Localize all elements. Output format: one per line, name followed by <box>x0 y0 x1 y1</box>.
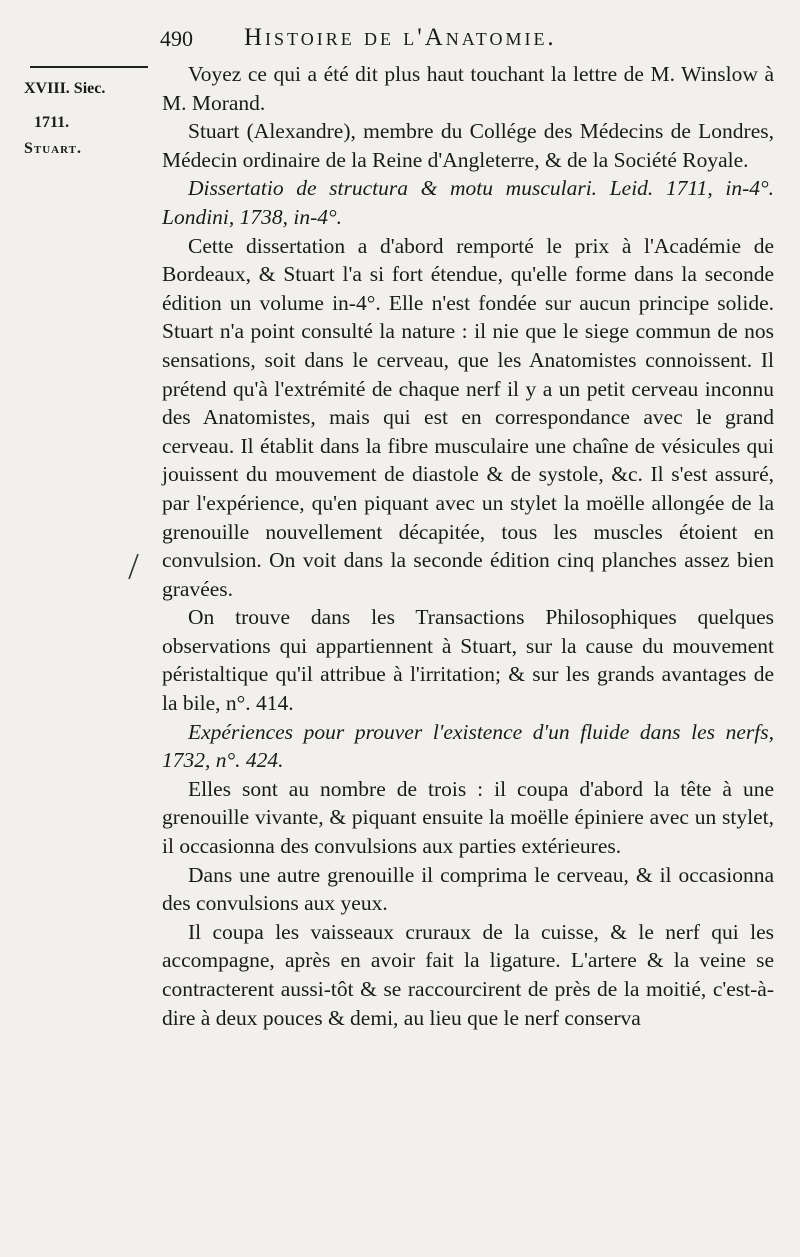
margin-rule <box>30 66 148 68</box>
paragraph: Stuart (Alexandre), membre du Collége des Médecins de Londres, Médecin ordinaire de la Reine d'Angleterre, & de la Société Royale. <box>162 119 774 172</box>
paragraph-book-title: Expériences pour prouver l'existence d'un fluide dans les nerfs, 1732, n°. 424. <box>162 719 774 773</box>
page-number: 490 <box>160 26 193 51</box>
margin-pencil-mark <box>124 552 144 582</box>
paragraph: Dans une autre grenouille il comprima le cerveau, & il occasionna des convulsions aux yeux. <box>162 862 774 916</box>
margin-year: 1711. <box>34 114 70 131</box>
paragraph: Elles sont au nombre de trois : il coupa d'abord la tête à une grenouille vivante, & piquant ensuite la moëlle épiniere avec un stylet, il occasionna des convulsions aux parties extérieures. <box>162 776 774 859</box>
running-header <box>160 22 790 58</box>
body-text <box>162 60 774 1032</box>
paragraph: On trouve dans les Transactions Philosophiques quelques observations qui appartiennent à Stuart, sur la cause du mouvement péristaltique qu'il attribue à l'irritation; & sur les grands avantages de la bile, n°. 414. <box>162 605 774 716</box>
paragraph-book-title: Dissertatio de structura & motu musculari. Leid. 1711, in-4°. Londini, 1738, in-4°. <box>162 176 774 229</box>
margin-notes <box>24 66 159 160</box>
paragraph: Cette dissertation a d'abord remporté le prix à l'Académie de Bordeaux, & Stuart l'a si fort étendue, qu'elle forme dans la seconde édition un volume in-4°. Elle n'est fondée sur aucun principe solide. Stuart n'a point consulté la nature : il nie que le siege commun de nos sensations, soit dans le cerveau, que les Anatomistes connoissent. Il prétend qu'à l'extrémité de chaque nerf il y a un petit cerveau inconnu des Anatomistes, mais qui est en correspondance avec le grand cerveau. Il établit dans la fibre musculaire une chaîne de vésicules qui jouissent du mouvement de diastole & de systole, &c. Il s'est assuré, par l'expérience, qu'en piquant avec un stylet la moëlle allongée de la grenouille nouvellement décapitée, tous les muscles étoient en convulsion. On voit dans la seconde édition cinq planches assez bien gravées. <box>162 233 774 601</box>
paragraph: Voyez ce qui a été dit plus haut touchant la lettre de M. Winslow à M. Morand. <box>162 62 774 115</box>
margin-century: XVIII. Siec. <box>24 80 106 97</box>
running-title: Histoire de l'Anatomie. <box>244 24 557 51</box>
paragraph: Il coupa les vaisseaux cruraux de la cuisse, & le nerf qui les accompagne, après en avoir fait la ligature. L'artere & la veine se contracterent aussi-tôt & se raccourcirent de près de la moitié, c'est-à-dire à deux pouces & demi, au lieu que le nerf conserva <box>162 919 774 1030</box>
margin-author-name: Stuart. <box>24 140 83 157</box>
